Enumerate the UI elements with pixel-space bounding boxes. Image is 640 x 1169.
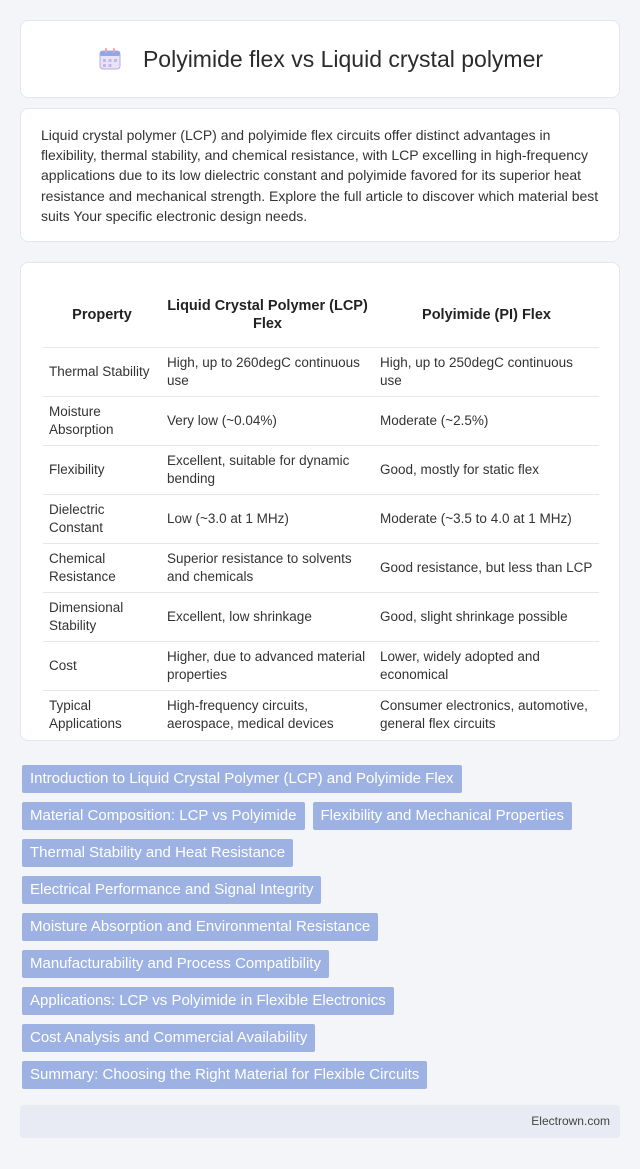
toc-row [22, 876, 622, 904]
table-cell: Moisture Absorption [43, 396, 161, 445]
table-cell: Dielectric Constant [43, 494, 161, 543]
table-row [43, 641, 599, 690]
table-row [43, 690, 599, 739]
comparison-table-card [20, 262, 620, 741]
toc-row [22, 839, 622, 867]
comparison-table [43, 283, 599, 739]
table-cell: Typical Applications [43, 690, 161, 739]
toc-row [22, 913, 622, 941]
table-cell: Lower, widely adopted and economical [374, 641, 599, 690]
toc-row [22, 1024, 622, 1052]
toc-row [22, 765, 622, 793]
toc-link[interactable]: Summary: Choosing the Right Material for Flexible Circuits [22, 1061, 427, 1089]
toc-link[interactable]: Flexibility and Mechanical Properties [313, 802, 572, 830]
table-cell: Good, mostly for static flex [374, 445, 599, 494]
table-cell: Superior resistance to solvents and chemicals [161, 543, 374, 592]
footer-brand: Electrown.com [531, 1114, 610, 1128]
header-lcp: Liquid Crystal Polymer (LCP) Flex [167, 297, 368, 332]
table-row [43, 445, 599, 494]
table-cell: Moderate (~3.5 to 4.0 at 1 MHz) [374, 494, 599, 543]
table-cell: Good resistance, but less than LCP [374, 543, 599, 592]
table-cell: Cost [43, 641, 161, 690]
toc-row [22, 1061, 622, 1089]
table-header-row [43, 283, 599, 347]
toc-link[interactable]: Introduction to Liquid Crystal Polymer (LCP) and Polyimide Flex [22, 765, 462, 793]
table-row [43, 347, 599, 396]
toc-row [22, 987, 622, 1015]
intro-paragraph: Liquid crystal polymer (LCP) and polyimide flex circuits offer distinct advantages in flexibility, thermal stability, and chemical resistance, with LCP excelling in high-frequency applications due to its low dielectric constant and polyimide favored for its superior heat resistance and mechanical strength. Explore the full article to discover which material best suits Your specific electronic design needs. [41, 127, 599, 224]
table-cell: High, up to 260degC continuous use [161, 347, 374, 396]
intro-card [20, 108, 620, 242]
toc-link[interactable]: Electrical Performance and Signal Integrity [22, 876, 321, 904]
footer [20, 1105, 620, 1138]
page-title: Polyimide flex vs Liquid crystal polymer [142, 45, 544, 72]
table-cell: High, up to 250degC continuous use [374, 347, 599, 396]
table-cell: High-frequency circuits, aerospace, medical devices [161, 690, 374, 739]
table-cell: Thermal Stability [43, 347, 161, 396]
table-cell: Dimensional Stability [43, 592, 161, 641]
toc-link[interactable]: Manufacturability and Process Compatibility [22, 950, 329, 978]
table-cell: Consumer electronics, automotive, general flex circuits [374, 690, 599, 739]
toc-link[interactable]: Material Composition: LCP vs Polyimide [22, 802, 305, 830]
header-property: Property [72, 306, 132, 323]
table-cell: Flexibility [43, 445, 161, 494]
table-row [43, 543, 599, 592]
table-cell: Chemical Resistance [43, 543, 161, 592]
table-cell: Good, slight shrinkage possible [374, 592, 599, 641]
toc-row [22, 950, 622, 978]
table-cell: Excellent, low shrinkage [161, 592, 374, 641]
table-row [43, 494, 599, 543]
toc-link[interactable]: Applications: LCP vs Polyimide in Flexible Electronics [22, 987, 394, 1015]
table-row [43, 592, 599, 641]
title-wrap [97, 46, 543, 73]
table-cell: Very low (~0.04%) [161, 396, 374, 445]
table-cell: Low (~3.0 at 1 MHz) [161, 494, 374, 543]
table-cell: Moderate (~2.5%) [374, 396, 599, 445]
header-pi: Polyimide (PI) Flex [422, 306, 551, 323]
toc-link[interactable]: Thermal Stability and Heat Resistance [22, 839, 293, 867]
table-of-contents [22, 765, 622, 1098]
calendar-icon [97, 46, 123, 72]
title-card [20, 20, 620, 98]
toc-link[interactable]: Moisture Absorption and Environmental Resistance [22, 913, 378, 941]
toc-link[interactable]: Cost Analysis and Commercial Availability [22, 1024, 315, 1052]
table-row [43, 396, 599, 445]
table-cell: Higher, due to advanced material properties [161, 641, 374, 690]
table-cell: Excellent, suitable for dynamic bending [161, 445, 374, 494]
toc-row [22, 802, 622, 830]
